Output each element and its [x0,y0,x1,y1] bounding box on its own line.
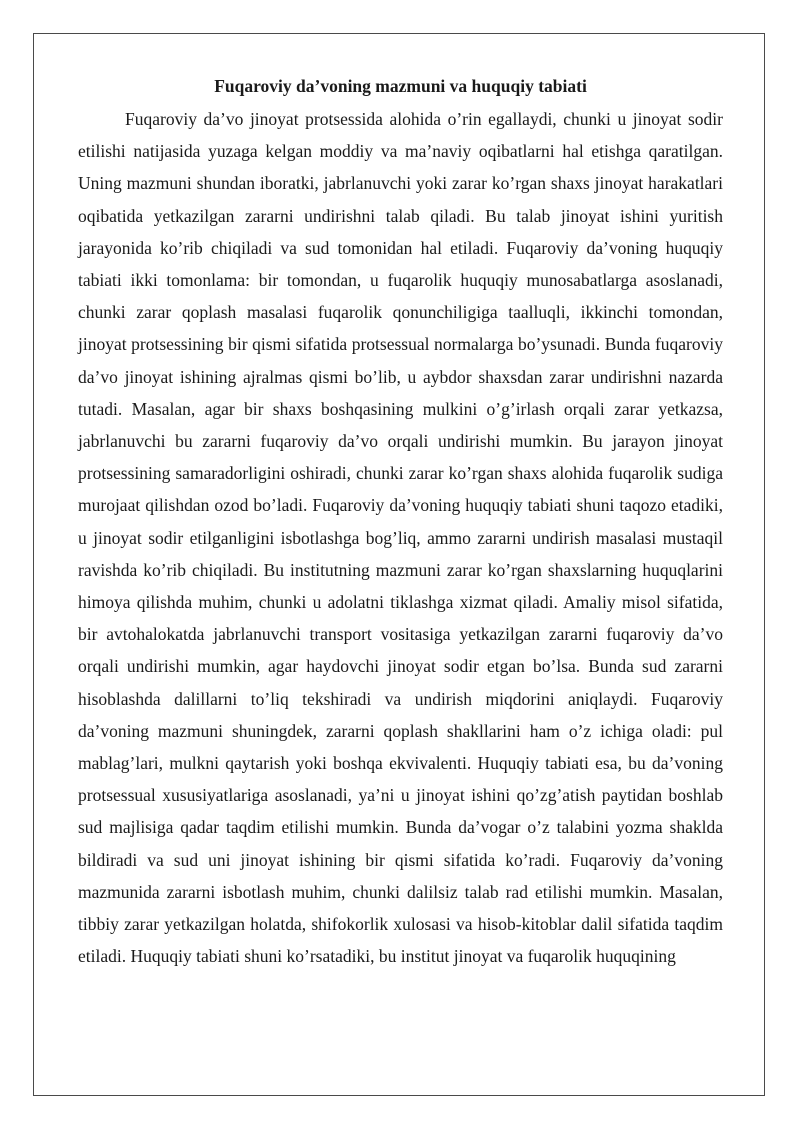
body-paragraph: Fuqaroviy da’vo jinoyat protsessida alohida o’rin egallaydi, chunki u jinoyat sodir etilishi natijasida yuzaga kelgan moddiy va ma’naviy oqibatlarni hal etishga qaratilgan. Uning mazmuni shundan iboratki, jabrlanuvchi yoki zarar ko’rgan shaxs jinoyat harakatlari oqibatida yetkazilgan zararni undirishni talab qiladi. Bu talab jinoyat ishini yuritish jarayonida ko’rib chiqiladi va sud tomonidan hal etiladi. Fuqaroviy da’voning huquqiy tabiati ikki tomonlama: bir tomondan, u fuqarolik huquqiy munosabatlarga asoslanadi, chunki zarar qoplash masalasi fuqarolik qonunchiligiga taalluqli, ikkinchi tomondan, jinoyat protsessining bir qismi sifatida protsessual normalarga bo’ysunadi. Bunda fuqaroviy da’vo jinoyat ishining ajralmas qismi bo’lib, u aybdor shaxsdan zarar undirishni nazarda tutadi. Masalan, agar bir shaxs boshqasining mulkini o’g’irlash orqali zarar yetkazsa, jabrlanuvchi bu zararni fuqaroviy da’vo orqali undirishi mumkin. Bu jarayon jinoyat protsessining samaradorligini oshiradi, chunki zarar ko’rgan shaxs alohida fuqarolik sudiga murojaat qilishdan ozod bo’ladi. Fuqaroviy da’voning huquqiy tabiati shuni taqozo etadiki, u jinoyat sodir etilganligini isbotlashga bog’liq, ammo zararni undirish masalasi mustaqil ravishda ko’rib chiqiladi. Bu institutning mazmuni zarar ko’rgan shaxslarning huquqlarini himoya qilishda muhim, chunki u adolatni tiklashga xizmat qiladi. Amaliy misol sifatida, bir avtohalokatda jabrlanuvchi transport vositasiga yetkazilgan zararni fuqaroviy da’vo orqali undirishi mumkin, agar haydovchi jinoyat sodir etgan bo’lsa. Bunda sud zararni hisoblashda dalillarni to’liq tekshiradi va undirish miqdorini aniqlaydi. Fuqaroviy da’voning mazmuni shuningdek, zararni qoplash shakllarini ham o’z ichiga oladi: pul mablag’lari, mulkni qaytarish yoki boshqa ekvivalenti. Huquqiy tabiati esa, bu da’voning protsessual xususiyatlariga asoslanadi, ya’ni u jinoyat ishini qo’zg’atish paytidan boshlab sud majlisiga qadar taqdim etilishi mumkin. Bunda da’vogar o’z talabini yozma shaklda bildiradi va sud uni jinoyat ishining bir qismi sifatida ko’radi. Fuqaroviy da’voning mazmunida zararni isbotlash muhim, chunki dalilsiz talab rad etilishi mumkin. Masalan, tibbiy zarar yetkazilgan holatda, shifokorlik xulosasi va hisob-kitoblar dalil sifatida taqdim etiladi. Huquqiy tabiati shuni ko’rsatadiki, bu institut jinoyat va fuqarolik huquqining [78,109,723,967]
document-body [78,72,723,972]
document-title: Fuqaroviy da’voning mazmuni va huquqiy tabiati [214,76,587,96]
